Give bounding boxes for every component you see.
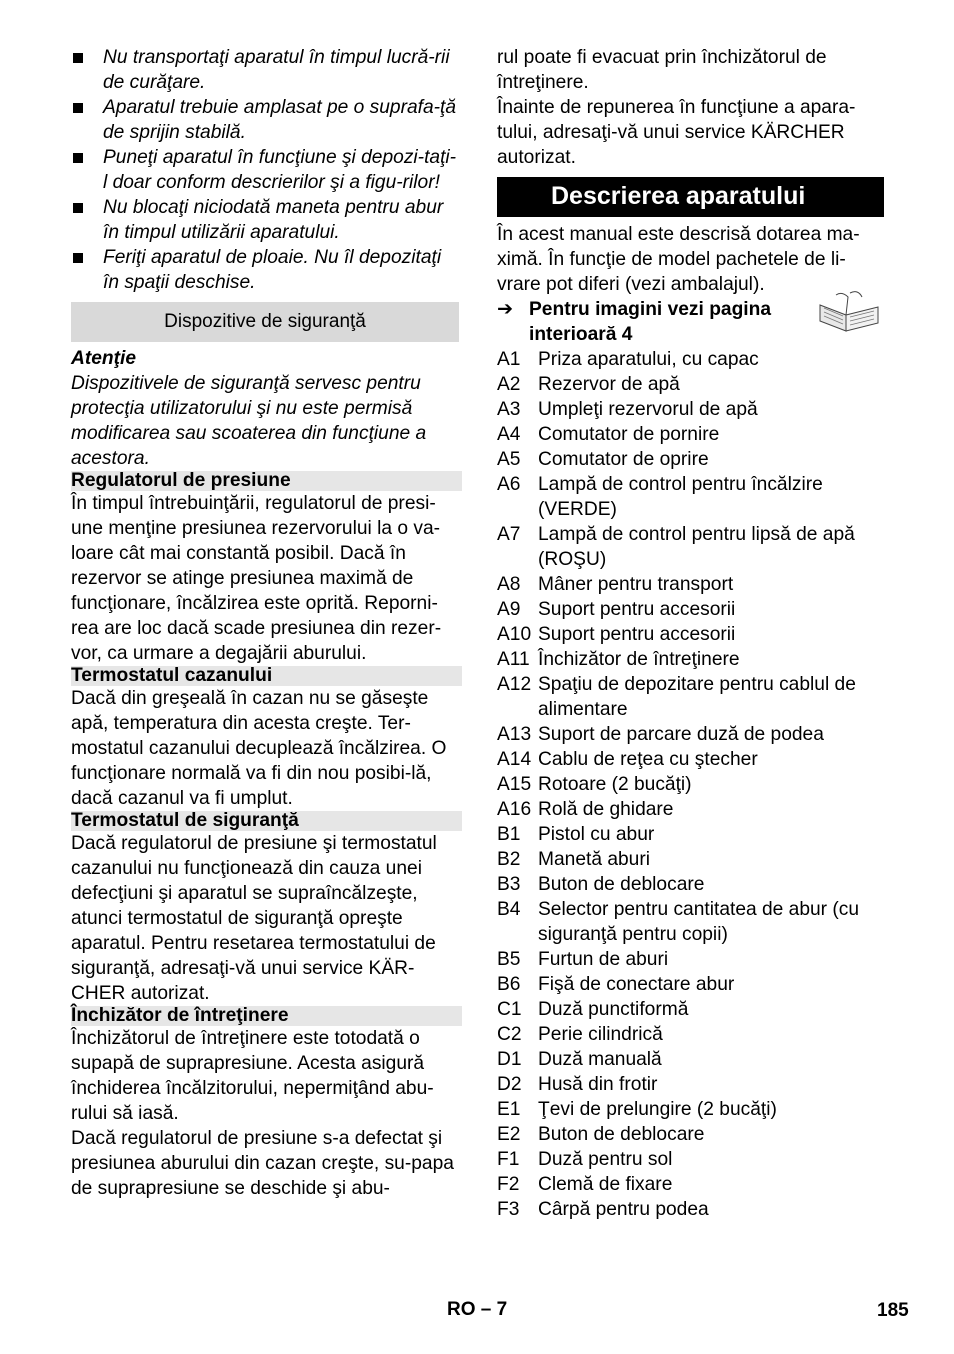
page-number: 185 [877,1300,909,1321]
caution-text: Dispozitivele de siguranţă servesc pentru protecţia utilizatorului şi nu este permisă modificarea sau scoaterea din funcţiune a acestora. [71,373,427,469]
list-item: E2 Buton de deblocare [497,1124,705,1145]
bullet-item: Feriţi aparatul de ploaie. Nu îl depozitaţi în spaţii deschise. [71,245,459,295]
square-bullet-icon [73,103,83,113]
square-bullet-icon [73,253,83,263]
list-item: A15 Rotoare (2 bucăţi) [497,774,692,795]
bullet-item: Nu blocaţi niciodată maneta pentru abur în timpul utilizării aparatului. [71,195,459,245]
list-item: A5 Comutator de oprire [497,449,709,470]
caution-heading: Atenţie [71,348,137,369]
list-item: C1 Duză punctiformă [497,999,689,1020]
safety-thermostat-text: Dacă regulatorul de presiune şi termostatul cazanului nu funcţionează din cauza unei defecţiuni şi aparatul se supraîncălzeşte, atunci termostatul de siguranţă opreşte aparatul. Pentru resetarea termostatului de siguranţă, adresaţi-vă unui service KÄR-CHER autorizat. [71,833,437,1004]
square-bullet-icon [73,153,83,163]
list-item: A1 Priza aparatului, cu capac [497,349,759,370]
right-column [497,45,884,1222]
list-item: A10 Suport pentru accesorii [497,624,736,645]
list-item: B5 Furtun de aburi [497,949,669,970]
image-reference [497,297,884,347]
list-item: B3 Buton de deblocare [497,874,705,895]
list-item: A16 Rolă de ghidare [497,799,674,820]
pressure-regulator-heading: Regulatorul de presiune [71,471,462,491]
continuation-text: rul poate fi evacuat prin închizătorul de întreţinere. [497,47,827,93]
list-item: B2 Manetă aburi [497,849,650,870]
safety-devices-heading: Dispozitive de siguranţă [71,302,459,342]
list-item: F3 Cârpă pentru podea [497,1199,709,1220]
list-item: A3 Umpleţi rezervorul de apă [497,399,758,420]
maintenance-closure-text: Închizătorul de întreţinere este totodată o supapă de suprapresiune. Acesta asigură închiderea încălzitorului, nepermiţând abu-rului să iasă. [71,1028,434,1124]
left-column [71,45,459,1201]
intro-text: În acest manual este descrisă dotarea ma-ximă. În funcţie de model pachetele de li-vrare pot diferi (vezi ambalajul). [497,224,860,295]
list-item: A8 Mâner pentru transport [497,574,734,595]
list-item: A4 Comutator de pornire [497,424,720,445]
bullet-item: Puneţi aparatul în funcţiune şi depozi-taţi-l doar conform descrierilor şi a figu-rilor! [71,145,459,195]
footer-section-label: RO – 7 [447,1299,508,1320]
list-item: A7 Lampă de control pentru lipsă de apă (ROŞU) [497,524,855,570]
square-bullet-icon [73,53,83,63]
open-book-icon [816,289,882,333]
safety-bullet-list [71,45,459,295]
boiler-thermostat-heading: Termostatul cazanului [71,666,462,686]
maintenance-closure-heading: Închizător de întreţinere [71,1006,462,1026]
maintenance-closure-text-2: Dacă regulatorul de presiune s-a defectat şi presiunea aburului din cazan creşte, su-papa de suprapresiune se deschide şi abu- [71,1128,454,1199]
list-item: B1 Pistol cu abur [497,824,655,845]
boiler-thermostat-text: Dacă din greşeală în cazan nu se găseşte apă, temperatura din acesta creşte. Ter-mostatul cazanului decuplează încălzirea. O funcţionare normală va fi din nou posibi-lă, dacă cazanul va fi umplut. [71,688,447,809]
list-item: A12 Spaţiu de depozitare pentru cablul de alimentare [497,674,856,720]
list-item: A14 Cablu de reţea cu ştecher [497,749,758,770]
list-item: D1 Duză manuală [497,1049,662,1070]
arrow-right-icon: ➔ [497,299,514,320]
list-item: D2 Husă din frotir [497,1074,658,1095]
list-item: A11 Închizător de întreţinere [497,649,740,670]
service-note-text: Înainte de repunerea în funcţiune a apara-tului, adresaţi-vă unui service KÄRCHER autorizat. [497,97,856,168]
square-bullet-icon [73,203,83,213]
list-item: A6 Lampă de control pentru încălzire (VERDE) [497,474,823,520]
list-item: A13 Suport de parcare duză de podea [497,724,824,745]
list-item: B4 Selector pentru cantitatea de abur (cu siguranţă pentru copii) [497,899,860,945]
pressure-regulator-text: În timpul întrebuinţării, regulatorul de presi-une menţine presiunea rezervorului la o va-loare cât mai constantă posibil. Dacă în rezervor se atinge presiunea maximă de funcţionare, încălzirea este oprită. Reporni-rea are loc dacă scade presiunea din rezer-vor, ca urmare a degajării aburului. [71,493,442,664]
bullet-item: Aparatul trebuie amplasat pe o suprafa-ţă de sprijin stabilă. [71,95,459,145]
device-description-heading: Descrierea aparatului [497,177,884,217]
bullet-item: Nu transportaţi aparatul în timpul lucră-rii de curăţare. [71,45,459,95]
image-reference-text: Pentru imagini vezi pagina interioară 4 [529,299,772,345]
safety-thermostat-heading: Termostatul de siguranţă [71,811,462,831]
parts-list [497,347,884,1222]
list-item: F1 Duză pentru sol [497,1149,673,1170]
list-item: A2 Rezervor de apă [497,374,680,395]
list-item: B6 Fişă de conectare abur [497,974,735,995]
list-item: C2 Perie cilindrică [497,1024,663,1045]
list-item: E1 Ţevi de prelungire (2 bucăţi) [497,1099,777,1120]
list-item: F2 Clemă de fixare [497,1174,673,1195]
list-item: A9 Suport pentru accesorii [497,599,736,620]
